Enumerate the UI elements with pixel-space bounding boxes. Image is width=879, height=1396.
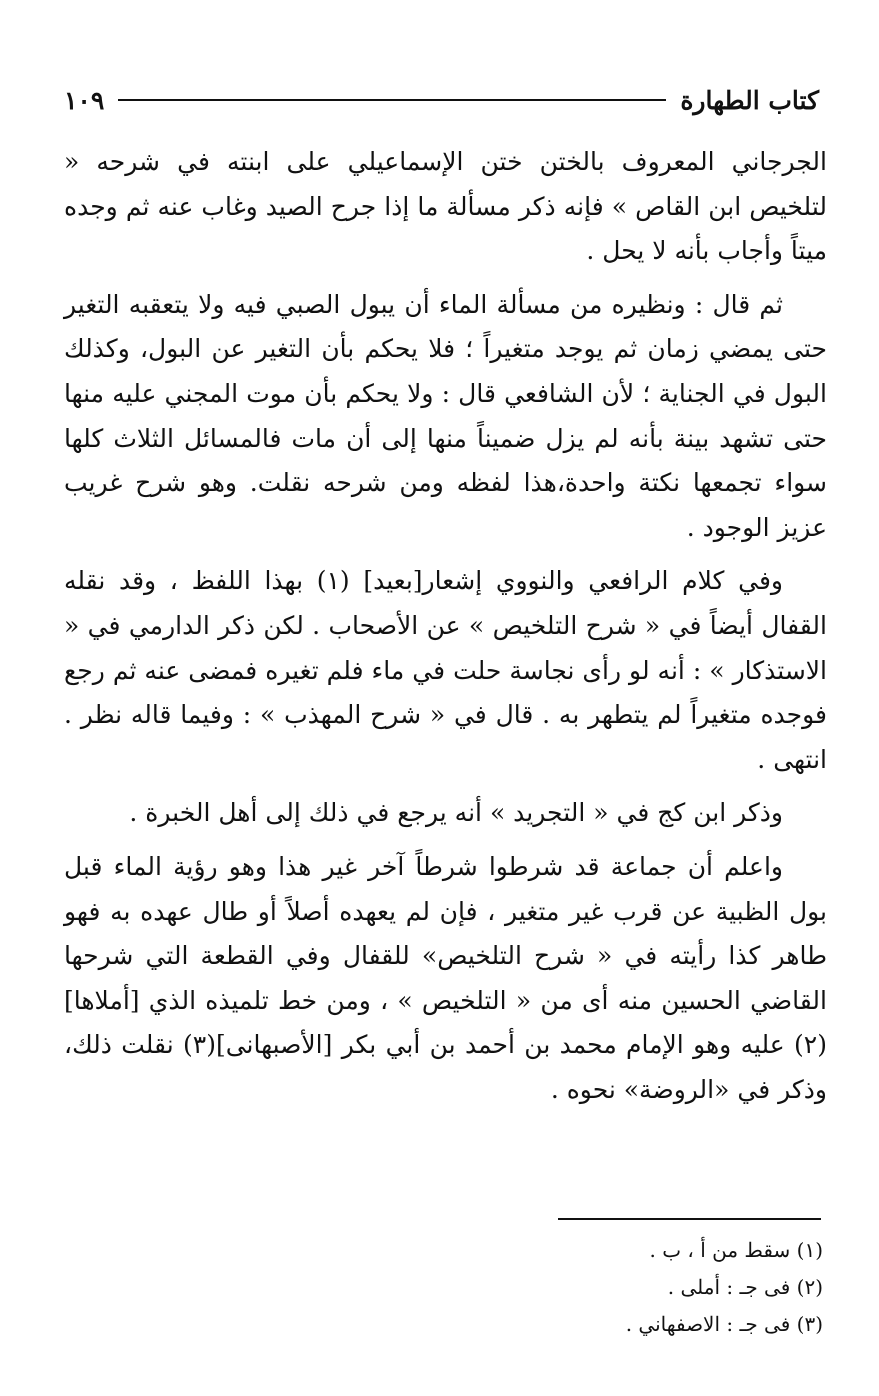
page-number: ١٠٩ xyxy=(64,85,105,115)
main-text xyxy=(64,140,827,1121)
paragraph: ثم قال : ونظيره من مسألة الماء أن يبول الصبي فيه ولا يتعقبه التغير حتى يمضي زمان ثم يوجد متغيراً ؛ فلا يحكم بأن التغير عن البول، وكذلك البول في الجناية ؛ لأن الشافعي قال : ولا يحكم بأن موت المجني عليه منها حتى تشهد بينة بأنه لم يزل ضميناً منها إلى أن مات فالمسائل الثلاث كلها سواء تجمعها نكتة واحدة،هذا لفظه ومن شرحه نقلت. وهو شرح غريب عزيز الوجود . xyxy=(64,289,827,542)
footnote: (٢) فى جـ : أملى . xyxy=(667,1275,823,1299)
footnote-separator xyxy=(558,1218,821,1220)
page-header xyxy=(64,78,819,122)
footnote: (١) سقط من أ ، ب . xyxy=(649,1238,823,1262)
header-rule xyxy=(118,99,666,101)
paragraph: وفي كلام الرافعي والنووي إشعار[بعيد] (١) بهذا اللفظ ، وقد نقله القفال أيضاً في « شرح التلخيص » عن الأصحاب . لكن ذكر الدارمي في « الاستذكار » : أنه لو رأى نجاسة حلت في ماء فلم تغيره فمضى عنه ثم رجع فوجده متغيراً لم يتطهر به . قال في « شرح المهذب » : وفيما قاله نظر . انتهى . xyxy=(64,566,827,774)
paragraph: الجرجاني المعروف بالختن ختن الإسماعيلي على ابنته في شرحه « لتلخيص ابن القاص » فإنه ذكر مسألة ما إذا جرح الصيد وغاب عنه ثم وجده ميتاً وأجاب بأنه لا يحل . xyxy=(64,147,827,266)
paragraph: واعلم أن جماعة قد شرطوا شرطاً آخر غير هذا وهو رؤية الماء قبل بول الظبية عن قرب غير متغير ، فإن لم يعهده أصلاً أو طال عهده به فهو طاهر كذا رأيته في « شرح التلخيص» للقفال وفي القطعة التي شرحها القاضي الحسين منه أى من « التلخيص » ، ومن خط تلميذه الذي [أملاها](٢) عليه وهو الإمام محمد بن أحمد بن أبي بكر [الأصبهانى](٣) نقلت ذلك، وذكر في «الروضة» نحوه . xyxy=(64,851,827,1104)
footnote: (٣) فى جـ : الاصفهاني . xyxy=(625,1312,823,1336)
footnotes xyxy=(300,1232,823,1343)
running-title: كتاب الطهارة xyxy=(680,85,819,115)
paragraph: وذكر ابن كج في « التجريد » أنه يرجع في ذلك إلى أهل الخبرة . xyxy=(129,798,783,828)
